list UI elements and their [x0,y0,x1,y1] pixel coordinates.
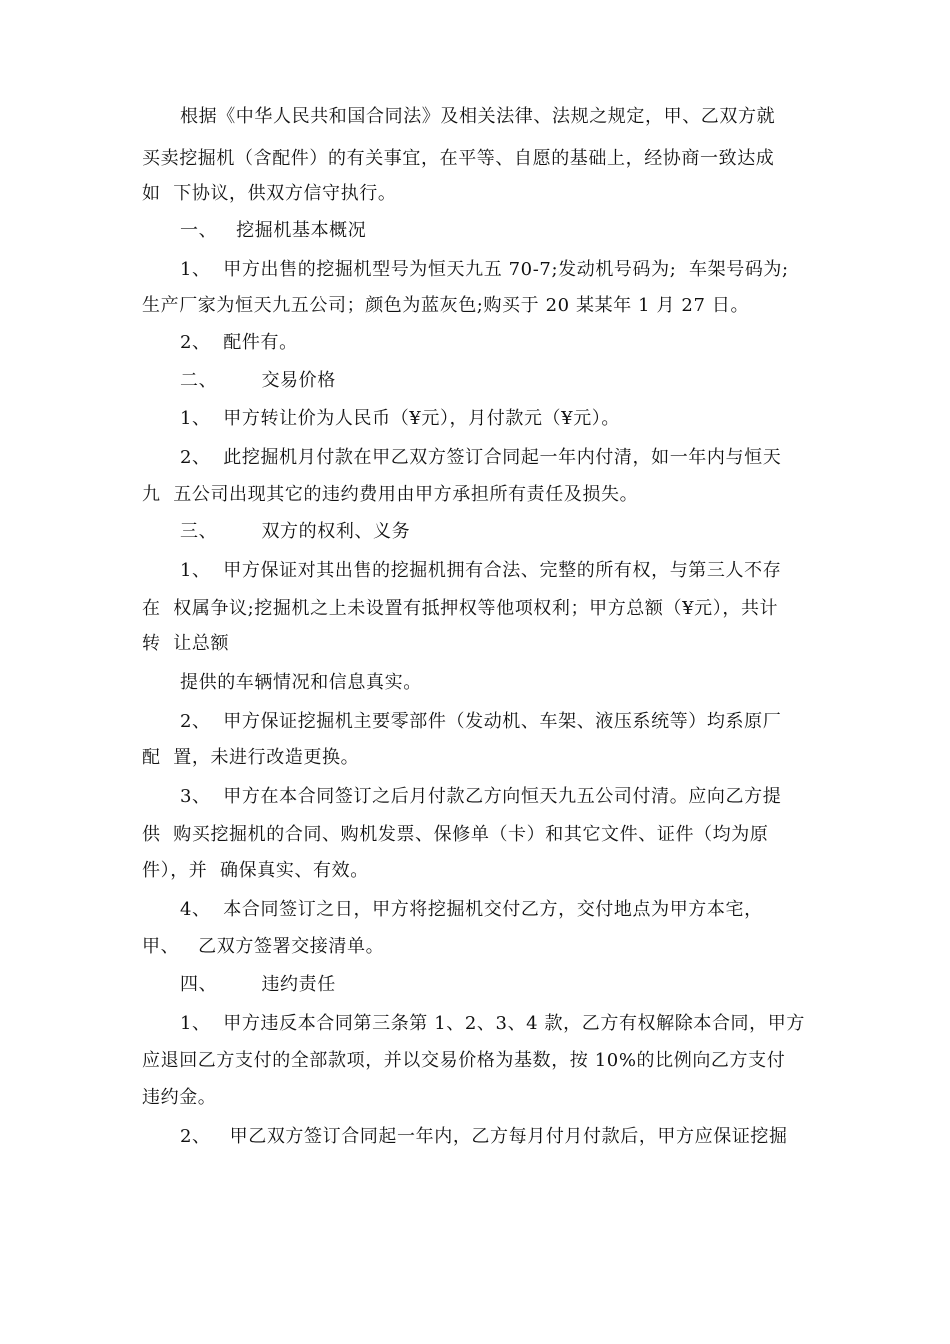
section-heading-3: 三、 双方的权利、义务 [180,521,411,542]
section-heading-4: 四、 违约责任 [180,974,336,995]
clause-4-1-line-2: 应退回乙方支付的全部款项，并以交易价格为基数，按 10%的比例向乙方支付 [142,1050,786,1071]
clause-1-1-line-1: 1、 甲方出售的挖掘机型号为恒天九五 70-7;发动机号码为; 车架号码为; [180,259,789,280]
clause-3-4-line-1: 4、 本合同签订之日，甲方将挖掘机交付乙方，交付地点为甲方本宅， [180,899,763,920]
clause-2-2-line-2: 九 五公司出现其它的违约费用由甲方承担所有责任及损失。 [142,484,639,505]
clause-3-1-line-2: 在 权属争议;挖掘机之上未设置有抵押权等他项权利；甲方总额（¥元），共计 [142,598,779,619]
clause-1-2: 2、 配件有。 [180,332,298,353]
section-heading-2: 二、 交易价格 [180,370,336,391]
clause-4-1-line-1: 1、 甲方违反本合同第三条第 1、2、3、4 款，乙方有权解除本合同，甲方 [180,1013,805,1034]
clause-4-1-line-3: 违约金。 [142,1087,217,1108]
clause-3-2-line-1: 2、 甲方保证挖掘机主要零部件（发动机、车架、液压系统等）均系原厂 [180,711,782,732]
clause-3-4-line-2: 甲、 乙双方签署交接清单。 [142,936,385,957]
clause-3-3-line-3: 件），并 确保真实、有效。 [142,860,369,881]
clause-3-3-line-1: 3、 甲方在本合同签订之后月付款乙方向恒天九五公司付清。应向乙方提 [180,786,782,807]
clause-4-2-line-1: 2、 甲乙双方签订合同起一年内，乙方每月付月付款后，甲方应保证挖掘 [180,1126,788,1147]
section-heading-1: 一、 挖掘机基本概况 [180,220,367,241]
clause-3-2-line-2: 配 置，未进行改造更换。 [142,747,360,768]
clause-2-1: 1、 甲方转让价为人民币（¥元），月付款元（¥元）。 [180,408,620,429]
paragraph-intro-line-2: 买卖挖掘机（含配件）的有关事宜，在平等、自愿的基础上，经协商一致达成 [142,148,775,169]
clause-3-1-line-4: 提供的车辆情况和信息真实。 [180,672,422,693]
clause-3-1-line-3: 转 让总额 [142,633,230,654]
paragraph-intro-line-1: 根据《中华人民共和国合同法》及相关法律、法规之规定，甲、乙双方就 [180,106,776,127]
clause-3-3-line-2: 供 购买挖掘机的合同、购机发票、保修单（卡）和其它文件、证件（均为原 [142,824,769,845]
clause-3-1-line-1: 1、 甲方保证对其出售的挖掘机拥有合法、完整的所有权，与第三人不存 [180,560,782,581]
clause-1-1-line-2: 生产厂家为恒天九五公司；颜色为蓝灰色;购买于 20 某某年 1 月 27 日。 [142,295,750,316]
paragraph-intro-line-3: 如 下协议，供双方信守执行。 [142,183,397,204]
clause-2-2-line-1: 2、 此挖掘机月付款在甲乙双方签订合同起一年内付清，如一年内与恒天 [180,447,782,468]
